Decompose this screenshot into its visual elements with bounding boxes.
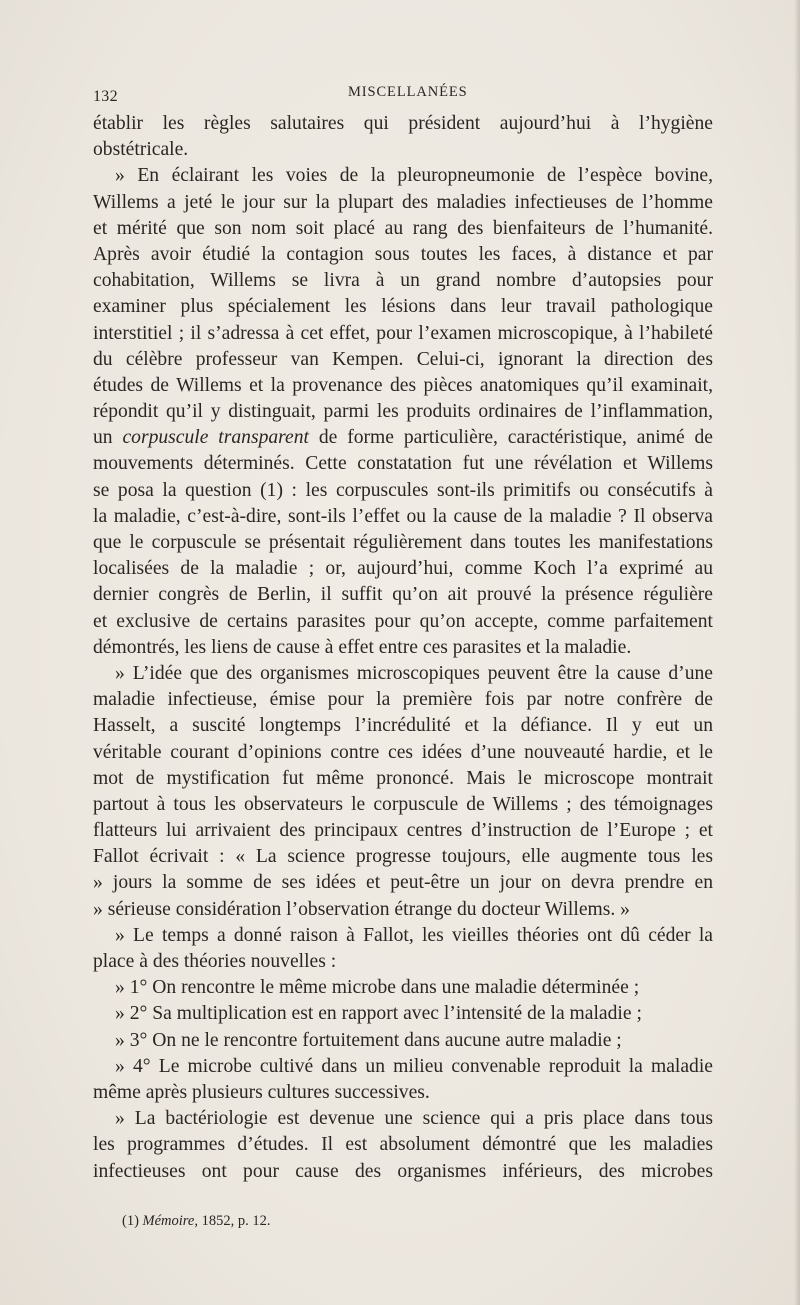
footnote-marker: (1) [122, 1213, 139, 1229]
page-header [93, 82, 713, 106]
text-line: » Le temps a donné raison à Fallot, les vieilles théories ont dû céder la [115, 924, 713, 946]
text-line: répondit qu’il y distinguait, parmi les produits ordinaires de l’inflammation, [93, 401, 713, 423]
text-line: la maladie, c’est-à-dire, sont-ils l’effet ou la cause de la maladie ? Il observa [93, 505, 713, 527]
text-line: Après avoir étudié la contagion sous toutes les faces, à distance et par [93, 243, 713, 265]
text-line: Fallot écrivait : « La science progresse toujours, elle augmente tous les [93, 846, 713, 868]
italic-phrase: corpuscule transparent [122, 427, 309, 449]
text-line: mouvements déterminés. Cette constatation fut une révélation et Willems [93, 453, 713, 475]
text-line: même après plusieurs cultures successives. [93, 1081, 430, 1103]
text-line: Hasselt, a suscité longtemps l’incrédulité et la défiance. Il y eut un [93, 715, 713, 737]
text-fragment: de forme particulière, caractéristique, animé de [309, 427, 713, 449]
text-line: que le corpuscule se présentait régulièrement dans toutes les manifestations [93, 532, 713, 553]
text-line: » En éclairant les voies de la pleuropneumonie de l’espèce bovine, [115, 165, 713, 187]
footnote-separator [93, 1190, 153, 1191]
text-line: se posa la question (1) : les corpuscules sont-ils primitifs ou consécutifs à [93, 479, 713, 501]
text-line: flatteurs lui arrivaient des principaux centres d’instruction de l’Europe ; et [93, 820, 713, 842]
text-line: examiner plus spécialement les lésions dans leur travail pathologique [93, 296, 713, 318]
running-title: MISCELLANÉES [348, 84, 468, 100]
text-line: études de Willems et la provenance des pièces anatomiques qu’il examinait, [93, 374, 713, 396]
text-line: » sérieuse considération l’observation étrange du docteur Willems. » [93, 898, 630, 920]
text-line: établir les règles salutaires qui président aujourd’hui à l’hygiène [93, 113, 713, 134]
text-line: mot de mystification fut même prononcé. Mais le microscope montrait [93, 767, 713, 789]
text-line: maladie infectieuse, émise pour la première fois par notre confrère de [93, 689, 713, 711]
list-item: » 3° On ne le rencontre fortuitement dans aucune autre maladie ; [115, 1029, 622, 1051]
text-fragment: un [93, 427, 123, 449]
text-line: obstétricale. [93, 139, 189, 161]
text-line: place à des théories nouvelles : [93, 951, 337, 972]
text-line: dernier congrès de Berlin, il suffit qu’on ait prouvé la présence régulière [93, 584, 713, 606]
footnote-reference: , 1852, p. 12. [194, 1213, 271, 1229]
text-line: cohabitation, Willems se livra à un grand nombre d’autopsies pour [93, 270, 713, 292]
text-line: » jours la somme de ses idées et peut-être un jour on devra prendre en [93, 872, 713, 894]
text-line-italic-phrase [93, 425, 713, 451]
text-line: du célèbre professeur van Kempen. Celui-ci, ignorant la direction des [93, 348, 713, 370]
text-line: localisées de la maladie ; or, aujourd’hui, comme Koch l’a exprimé au [93, 558, 713, 580]
text-line: » L’idée que des organismes microscopiques peuvent être la cause d’une [115, 662, 713, 684]
text-line: les programmes d’études. Il est absolument démontré que les maladies [93, 1134, 713, 1156]
text-line: Willems a jeté le jour sur la plupart des maladies infectieuses de l’homme [93, 191, 713, 213]
text-line: interstitiel ; il s’adressa à cet effet, pour l’examen microscopique, à l’habileté [93, 322, 713, 344]
text-line: infectieuses ont pour cause des organismes inférieurs, des microbes [93, 1160, 713, 1182]
text-line: et exclusive de certains parasites pour qu’on accepte, comme parfaitement [93, 610, 713, 632]
text-line: démontrés, les liens de cause à effet entre ces parasites et la maladie. [93, 636, 632, 658]
page-number: 132 [93, 88, 118, 105]
text-line: partout à tous les observateurs le corpuscule de Willems ; des témoignages [93, 793, 713, 815]
footnote [122, 1212, 270, 1230]
list-item: » 4° Le microbe cultivé dans un milieu convenable reproduit la maladie [115, 1055, 713, 1077]
list-item: » 1° On rencontre le même microbe dans une maladie déterminée ; [115, 977, 640, 999]
text-line: véritable courant d’opinions contre ces idées d’une nouveauté hardie, et le [93, 741, 713, 763]
page-edge-shadow [794, 0, 800, 1305]
text-line: » La bactériologie est devenue une science qui a pris place dans tous [115, 1108, 713, 1130]
body-text [93, 111, 713, 1185]
footnote-title: Mémoire [142, 1213, 195, 1229]
list-item: » 2° Sa multiplication est en rapport avec l’intensité de la maladie ; [115, 1003, 642, 1025]
text-line: et mérité que son nom soit placé au rang des bienfaiteurs de l’humanité. [93, 217, 713, 239]
